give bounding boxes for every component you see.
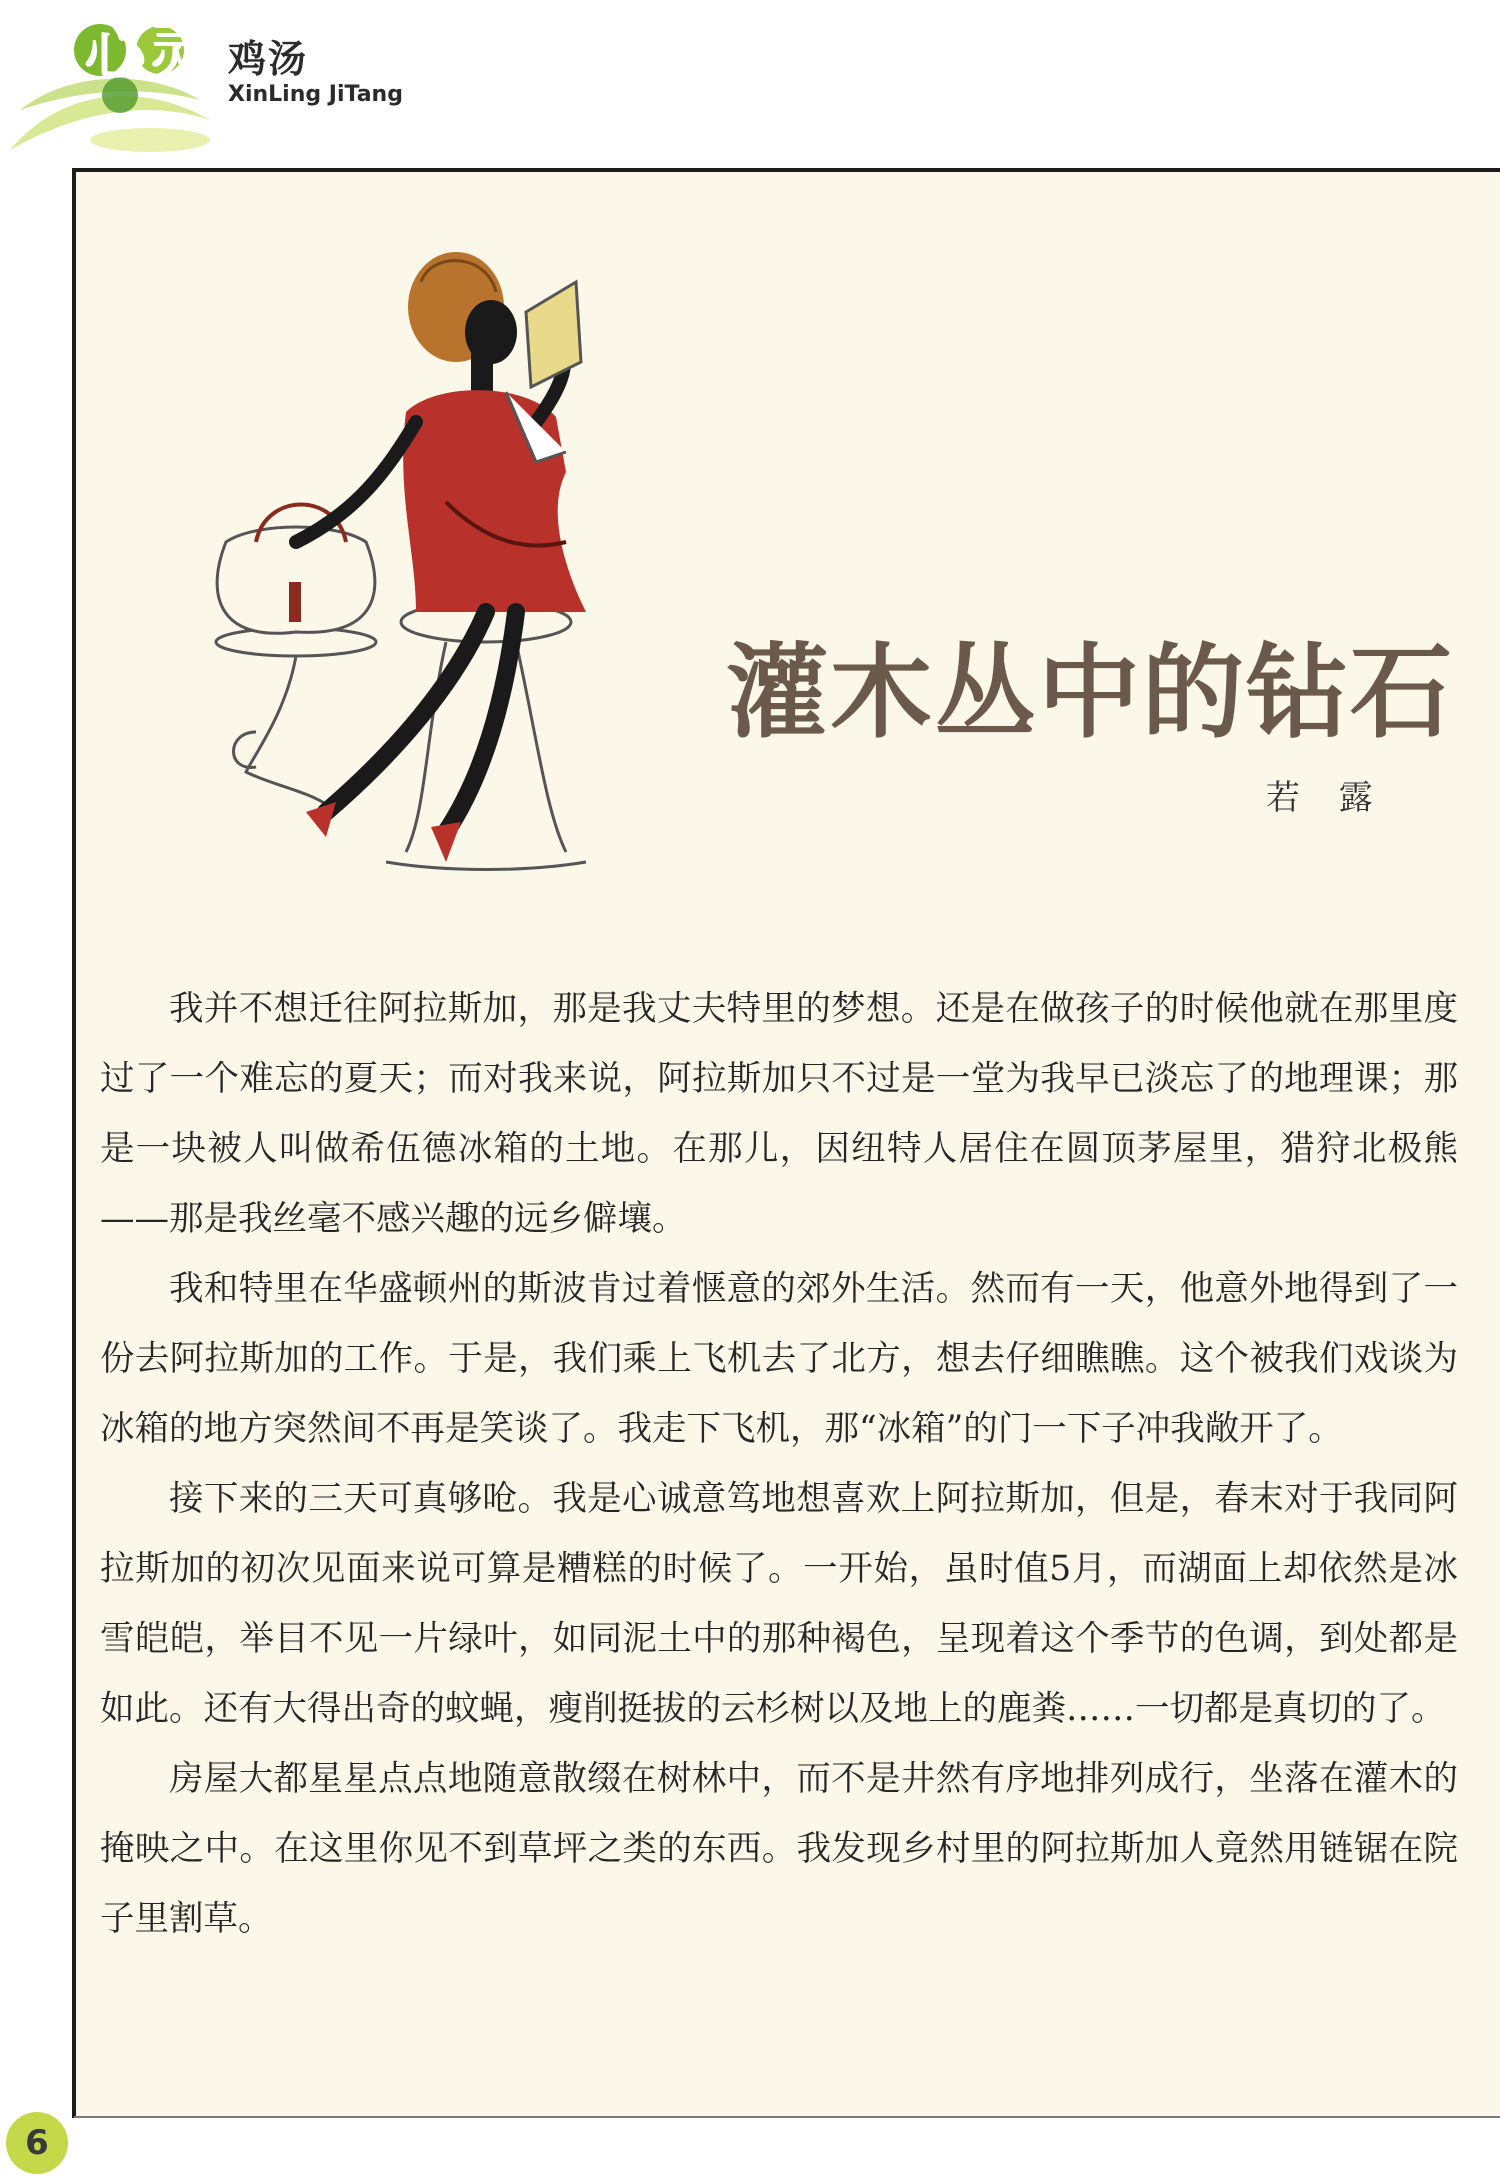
article-panel bbox=[72, 168, 1500, 2118]
section-title-cn: 鸡汤 bbox=[228, 37, 309, 81]
paragraph: 我并不想迁往阿拉斯加，那是我丈夫特里的梦想。还是在做孩子的时候他就在那里度过了一个难忘的夏天；而对我来说，阿拉斯加只不过是一堂为我早已淡忘了的地理课；那是一块被人叫做希伍德冰箱的土地。在那儿，因纽特人居住在圆顶茅屋里，猎狩北极熊——那是我丝毫不感兴趣的远乡僻壤。 bbox=[100, 989, 1458, 1239]
paragraph: 接下来的三天可真够呛。我是心诚意笃地想喜欢上阿拉斯加，但是，春末对于我同阿拉斯加的初次见面来说可算是糟糕的时候了。一开始，虽时值5月，而湖面上却依然是冰雪皑皑，举目不见一片绿叶，如同泥土中的那种褐色，呈现着这个季节的色调，到处都是如此。还有大得出奇的蚊蝇，瘦削挺拔的云杉树以及地上的鹿粪……一切都是真切的了。 bbox=[100, 1479, 1458, 1729]
page-number: 6 bbox=[6, 2112, 68, 2174]
article-author: 若 露 bbox=[1266, 778, 1387, 818]
paragraph: 房屋大都星星点点地随意散缀在树林中，而不是井然有序地排列成行，坐落在灌木的掩映之中。在这里你见不到草坪之类的东西。我发现乡村里的阿拉斯加人竟然用链锯在院子里割草。 bbox=[100, 1759, 1458, 1939]
bottom-divider bbox=[74, 2116, 1500, 2118]
article-title: 灌木丛中的钻石 bbox=[726, 633, 1454, 753]
woman-illustration bbox=[186, 212, 706, 912]
paragraph: 我和特里在华盛顿州的斯波肯过着惬意的郊外生活。然而有一天，他意外地得到了一份去阿拉斯加的工作。于是，我们乘上飞机去了北方，想去仔细瞧瞧。这个被我们戏谈为冰箱的地方突然间不再是笑谈了。我走下飞机，那“冰箱”的门一下子冲我敞开了。 bbox=[100, 1269, 1458, 1449]
article-body bbox=[100, 974, 1458, 1954]
page-header bbox=[0, 0, 520, 170]
section-title-en: XinLing JiTang bbox=[228, 82, 403, 107]
logo-text: 心灵 bbox=[84, 16, 209, 89]
